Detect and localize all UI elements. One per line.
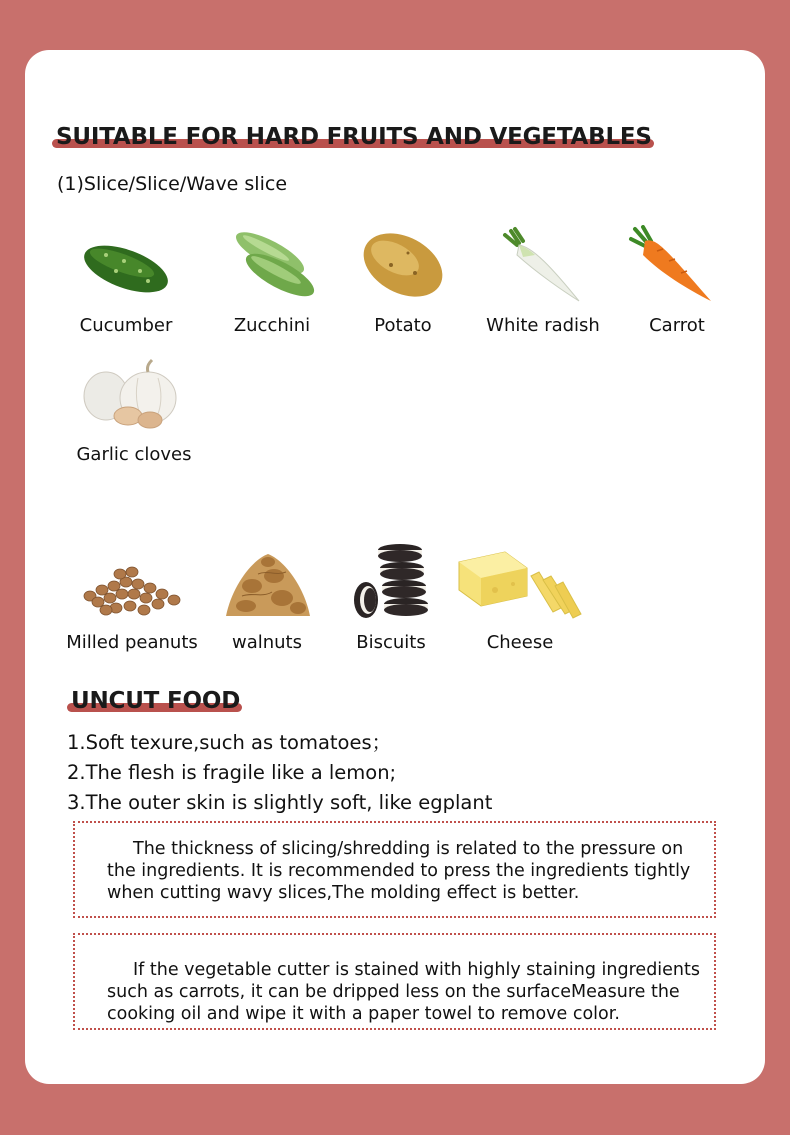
white-radish-icon <box>493 225 593 305</box>
peanuts-icon <box>70 546 194 622</box>
food-label: Zucchini <box>233 315 311 336</box>
food-item-white-radish <box>473 225 613 336</box>
food-item-carrot <box>607 225 747 336</box>
food-item-zucchini <box>202 225 342 336</box>
note-text: The thickness of slicing/shredding is related to the pressure on the ingredients. It is recommended to press the ingredients tightly when cutting wavy slices,The molding effect is better. <box>107 839 691 903</box>
slice-types-subtitle: (1)Slice/Slice/Wave slice <box>57 173 288 195</box>
food-label: Garlic cloves <box>76 444 192 465</box>
food-item-biscuits <box>321 540 461 653</box>
food-label: Potato <box>374 315 432 336</box>
cucumber-icon <box>76 225 176 305</box>
food-item-cheese <box>450 546 590 653</box>
biscuits-icon <box>336 540 446 622</box>
list-item: 1.Soft texure,such as tomatoes； <box>67 731 392 754</box>
food-item-walnuts <box>197 546 337 653</box>
note-box-staining <box>73 933 716 1030</box>
list-item: 2.The flesh is fragile like a lemon; <box>67 761 397 784</box>
zucchini-icon <box>222 225 322 305</box>
food-label: White radish <box>486 315 600 336</box>
cheese-icon <box>455 546 585 622</box>
food-item-garlic <box>64 358 204 465</box>
walnuts-icon <box>212 546 322 622</box>
potato-icon <box>353 225 453 305</box>
food-label: Biscuits <box>356 632 426 653</box>
food-item-cucumber <box>56 225 196 336</box>
section-heading-uncut-food: UNCUT FOOD <box>71 688 240 714</box>
list-item: 3.The outer skin is slightly soft, like egplant <box>67 791 493 814</box>
garlic-icon <box>74 358 194 434</box>
food-item-peanuts <box>62 546 202 653</box>
note-text: If the vegetable cutter is stained with highly staining ingredients such as carrots, it can be dripped less on the surfaceMeasure the cooking oil and wipe it with a paper towel to remove color. <box>107 960 700 1024</box>
carrot-icon <box>627 225 727 305</box>
food-item-potato <box>333 225 473 336</box>
note-box-thickness <box>73 821 716 918</box>
food-label: Milled peanuts <box>66 632 198 653</box>
food-label: walnuts <box>231 632 302 653</box>
food-label: Carrot <box>649 315 705 336</box>
food-label: Cheese <box>486 632 554 653</box>
section-heading-suitable: SUITABLE FOR HARD FRUITS AND VEGETABLES <box>56 124 652 150</box>
food-label: Cucumber <box>79 315 173 336</box>
uncut-food-list <box>67 728 492 818</box>
